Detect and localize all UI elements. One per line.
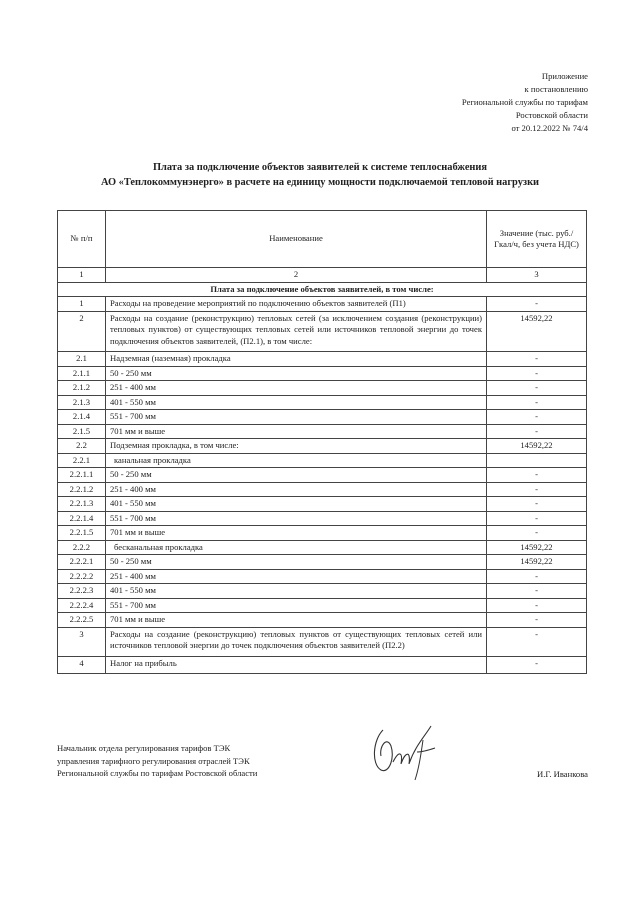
row-name: канальная прокладка [106, 453, 487, 468]
row-number: 2.2.2.3 [58, 584, 106, 599]
table-row [58, 511, 587, 526]
header-num: № п/п [58, 211, 106, 268]
table-row [58, 540, 587, 555]
signature-image [365, 722, 455, 782]
row-value: - [487, 366, 587, 381]
approval-line: от 20.12.2022 № 74/4 [511, 123, 588, 133]
approval-block [462, 70, 588, 135]
header-name: Наименование [106, 211, 487, 268]
row-name: 251 - 400 мм [106, 569, 487, 584]
title-line: АО «Теплокоммунэнерго» в расчете на единицу мощности подключаемой тепловой нагрузки [100, 177, 540, 188]
row-value: - [487, 656, 587, 674]
row-value: 14592,22 [487, 540, 587, 555]
row-value: - [487, 482, 587, 497]
table-row [58, 569, 587, 584]
row-name: 50 - 250 мм [106, 366, 487, 381]
row-number: 2.2.1.2 [58, 482, 106, 497]
row-value: - [487, 410, 587, 425]
section-title: Плата за подключение объектов заявителей, в том числе: [58, 282, 587, 297]
row-number: 2.2.1.4 [58, 511, 106, 526]
footer-line: управления тарифного регулирования отраслей ТЭК [57, 755, 250, 766]
row-number: 2.2.2 [58, 540, 106, 555]
table-row [58, 297, 587, 312]
row-name: 401 - 550 мм [106, 584, 487, 599]
approval-line: Приложение [541, 71, 588, 81]
table-row [58, 468, 587, 483]
table-row [58, 555, 587, 570]
row-value: 14592,22 [487, 439, 587, 454]
table-body [58, 297, 587, 674]
table-row [58, 526, 587, 541]
index-cell: 1 [58, 268, 106, 283]
title-line: Плата за подключение объектов заявителей к системе теплоснабжения [152, 162, 488, 173]
row-name: Налог на прибыль [106, 656, 487, 674]
approval-line: Региональной службы по тарифам [461, 97, 588, 107]
table-row [58, 366, 587, 381]
row-name: 251 - 400 мм [106, 381, 487, 396]
row-value: - [487, 497, 587, 512]
table-row [58, 584, 587, 599]
row-value: - [487, 468, 587, 483]
row-number: 4 [58, 656, 106, 674]
table-row [58, 613, 587, 628]
document-title [40, 160, 600, 190]
row-number: 2.1 [58, 352, 106, 367]
row-name: Расходы на создание (реконструкцию) тепловых сетей (за исключением создания (реконструкции) тепловых пунктов) от существующих тепловых сетей или источников тепловой энергии до точек подключения объектов заявителей, (П2.1), в том числе: [106, 311, 487, 352]
row-number: 2.1.5 [58, 424, 106, 439]
section-title-row [58, 282, 587, 297]
row-value: - [487, 598, 587, 613]
row-number: 2.2.2.4 [58, 598, 106, 613]
row-number: 2.2 [58, 439, 106, 454]
row-number: 2.2.1 [58, 453, 106, 468]
row-number: 2.2.1.3 [58, 497, 106, 512]
table-row [58, 381, 587, 396]
table-row [58, 311, 587, 352]
row-number: 2.1.4 [58, 410, 106, 425]
row-number: 1 [58, 297, 106, 312]
row-value: - [487, 584, 587, 599]
table-row [58, 482, 587, 497]
row-name: Расходы на проведение мероприятий по подключению объектов заявителей (П1) [106, 297, 487, 312]
row-name: Подземная прокладка, в том числе: [106, 439, 487, 454]
row-value: - [487, 352, 587, 367]
table-row [58, 410, 587, 425]
row-number: 2.2.2.5 [58, 613, 106, 628]
row-number: 2.1.1 [58, 366, 106, 381]
header-value: Значение (тыс. руб./Гкал/ч, без учета НДС) [487, 211, 587, 268]
index-cell: 3 [487, 268, 587, 283]
row-value: - [487, 511, 587, 526]
row-value: - [487, 613, 587, 628]
table-row [58, 439, 587, 454]
row-value: 14592,22 [487, 555, 587, 570]
signer-name: И.Г. Иванкова [536, 769, 588, 779]
row-name: 551 - 700 мм [106, 598, 487, 613]
row-number: 2.2.1.5 [58, 526, 106, 541]
table-row [58, 627, 587, 656]
row-number: 2.2.2.1 [58, 555, 106, 570]
row-value: - [487, 424, 587, 439]
row-value: - [487, 381, 587, 396]
row-name: 50 - 250 мм [106, 555, 487, 570]
index-cell: 2 [106, 268, 487, 283]
row-name: Расходы на создание (реконструкцию) тепловых пунктов от существующих тепловых сетей или источников тепловой энергии до точек подключения объектов заявителей (П2.2) [106, 627, 487, 656]
row-number: 2.2.2.2 [58, 569, 106, 584]
table-header-row [58, 211, 587, 268]
row-name: 551 - 700 мм [106, 511, 487, 526]
table-row [58, 395, 587, 410]
row-number: 3 [58, 627, 106, 656]
row-name: Надземная (наземная) прокладка [106, 352, 487, 367]
row-name: 251 - 400 мм [106, 482, 487, 497]
row-value: - [487, 297, 587, 312]
row-name: 701 мм и выше [106, 613, 487, 628]
footer-line: Начальник отдела регулирования тарифов ТЭК [57, 743, 231, 753]
approval-line: Ростовской области [515, 110, 588, 120]
row-value: - [487, 395, 587, 410]
row-name: 401 - 550 мм [106, 497, 487, 512]
row-number: 2 [58, 311, 106, 352]
row-value: - [487, 627, 587, 656]
table-row [58, 656, 587, 674]
footer-position [57, 742, 257, 780]
table-row [58, 352, 587, 367]
row-value: - [487, 526, 587, 541]
row-value [487, 453, 587, 468]
row-name: 701 мм и выше [106, 526, 487, 541]
row-value: 14592,22 [487, 311, 587, 352]
row-number: 2.2.1.1 [58, 468, 106, 483]
row-name: 551 - 700 мм [106, 410, 487, 425]
table-row [58, 497, 587, 512]
row-name: 50 - 250 мм [106, 468, 487, 483]
footer-line: Региональной службы по тарифам Ростовской области [57, 768, 258, 778]
table-row [58, 424, 587, 439]
row-name: 401 - 550 мм [106, 395, 487, 410]
table-row [58, 453, 587, 468]
approval-line: к постановлению [524, 84, 588, 94]
table-row [58, 598, 587, 613]
tariff-table [57, 210, 587, 674]
row-number: 2.1.2 [58, 381, 106, 396]
row-number: 2.1.3 [58, 395, 106, 410]
row-name: бесканальная прокладка [106, 540, 487, 555]
table-index-row [58, 268, 587, 283]
row-name: 701 мм и выше [106, 424, 487, 439]
row-value: - [487, 569, 587, 584]
